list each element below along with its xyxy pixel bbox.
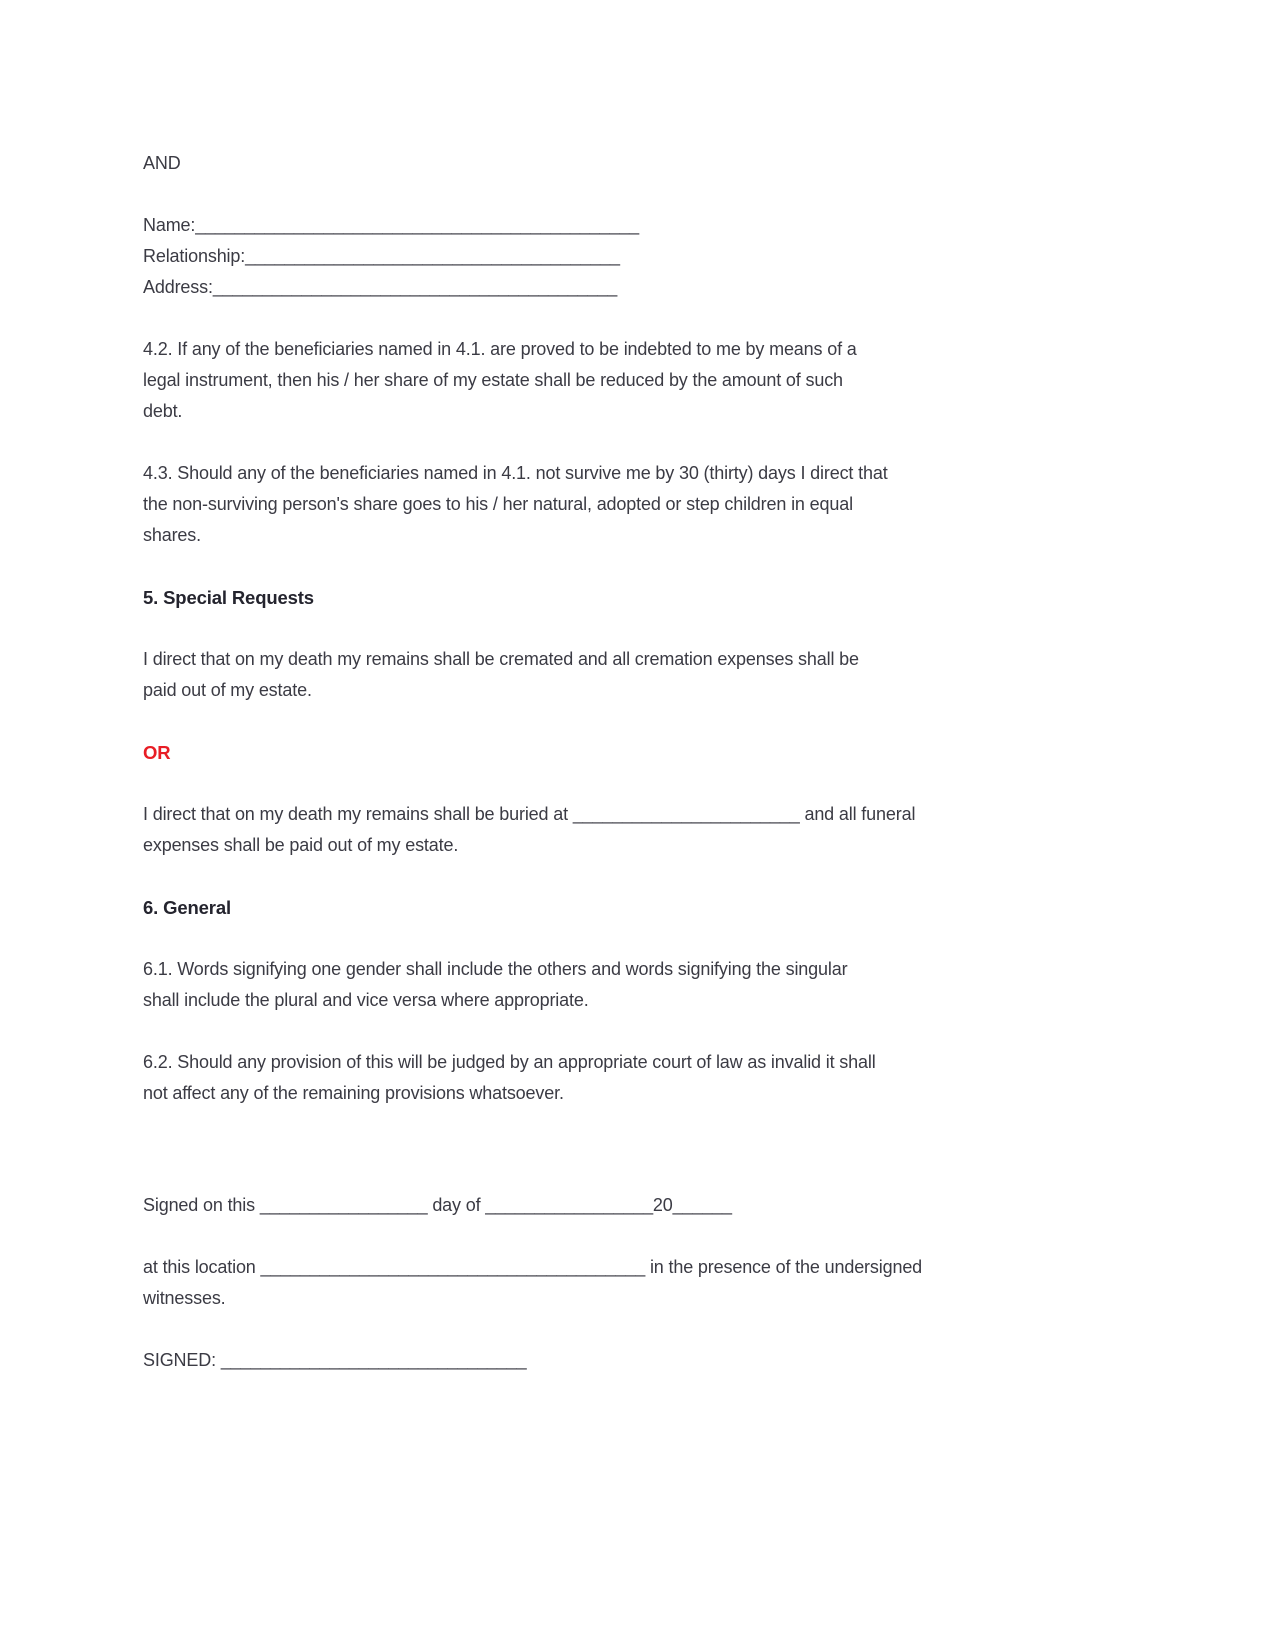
section-heading-special-requests: 5. Special Requests: [143, 587, 314, 608]
clause-4-3: [143, 458, 1075, 551]
text-line: legal instrument, then his / her share of my estate shall be reduced by the amount of such: [143, 370, 843, 390]
text-line: 6.2. Should any provision of this will be judged by an appropriate court of law as invalid it shall: [143, 1052, 876, 1072]
section-heading-general: 6. General: [143, 897, 231, 918]
text-line: not affect any of the remaining provisions whatsoever.: [143, 1083, 564, 1103]
text-line: 6.1. Words signifying one gender shall include the others and words signifying the singular: [143, 959, 848, 979]
text-line: shall include the plural and vice versa where appropriate.: [143, 990, 589, 1010]
address-field-line: Address:_________________________________________: [143, 277, 618, 297]
text-line: shares.: [143, 525, 201, 545]
text-line: 4.3. Should any of the beneficiaries named in 4.1. not survive me by 30 (thirty) days I direct that: [143, 463, 888, 483]
and-connector: [143, 148, 1075, 179]
text-line: 4.2. If any of the beneficiaries named in 4.1. are proved to be indebted to me by means of a: [143, 339, 857, 359]
text-line: paid out of my estate.: [143, 680, 312, 700]
clause-6-2: [143, 1047, 1075, 1109]
clause-6-1: [143, 954, 1075, 1016]
text-line: SIGNED: _______________________________: [143, 1350, 527, 1370]
text-line: the non-surviving person's share goes to his / her natural, adopted or step children in equal: [143, 494, 853, 514]
cremation-clause: [143, 644, 1075, 706]
text-line: at this location _______________________________________ in the presence of the undersigned: [143, 1257, 923, 1277]
signed-date-line: [143, 1190, 1075, 1221]
or-separator-label: OR: [143, 742, 171, 763]
relationship-field-line: Relationship:______________________________________: [143, 246, 620, 266]
text-line: I direct that on my death my remains shall be cremated and all cremation expenses shall be: [143, 649, 859, 669]
text-line: witnesses.: [143, 1288, 226, 1308]
text-line: debt.: [143, 401, 183, 421]
text-line: Signed on this _________________ day of _________________20______: [143, 1195, 732, 1215]
text-line: AND: [143, 153, 181, 173]
location-clause: [143, 1252, 1075, 1314]
signature-line: [143, 1345, 1075, 1376]
text-line: I direct that on my death my remains shall be buried at _______________________ and all funeral: [143, 804, 916, 824]
clause-4-2: [143, 334, 1075, 427]
beneficiary-fields: [143, 210, 1075, 303]
text-line: expenses shall be paid out of my estate.: [143, 835, 459, 855]
burial-clause: [143, 799, 1075, 861]
name-field-line: Name:_____________________________________________: [143, 215, 639, 235]
